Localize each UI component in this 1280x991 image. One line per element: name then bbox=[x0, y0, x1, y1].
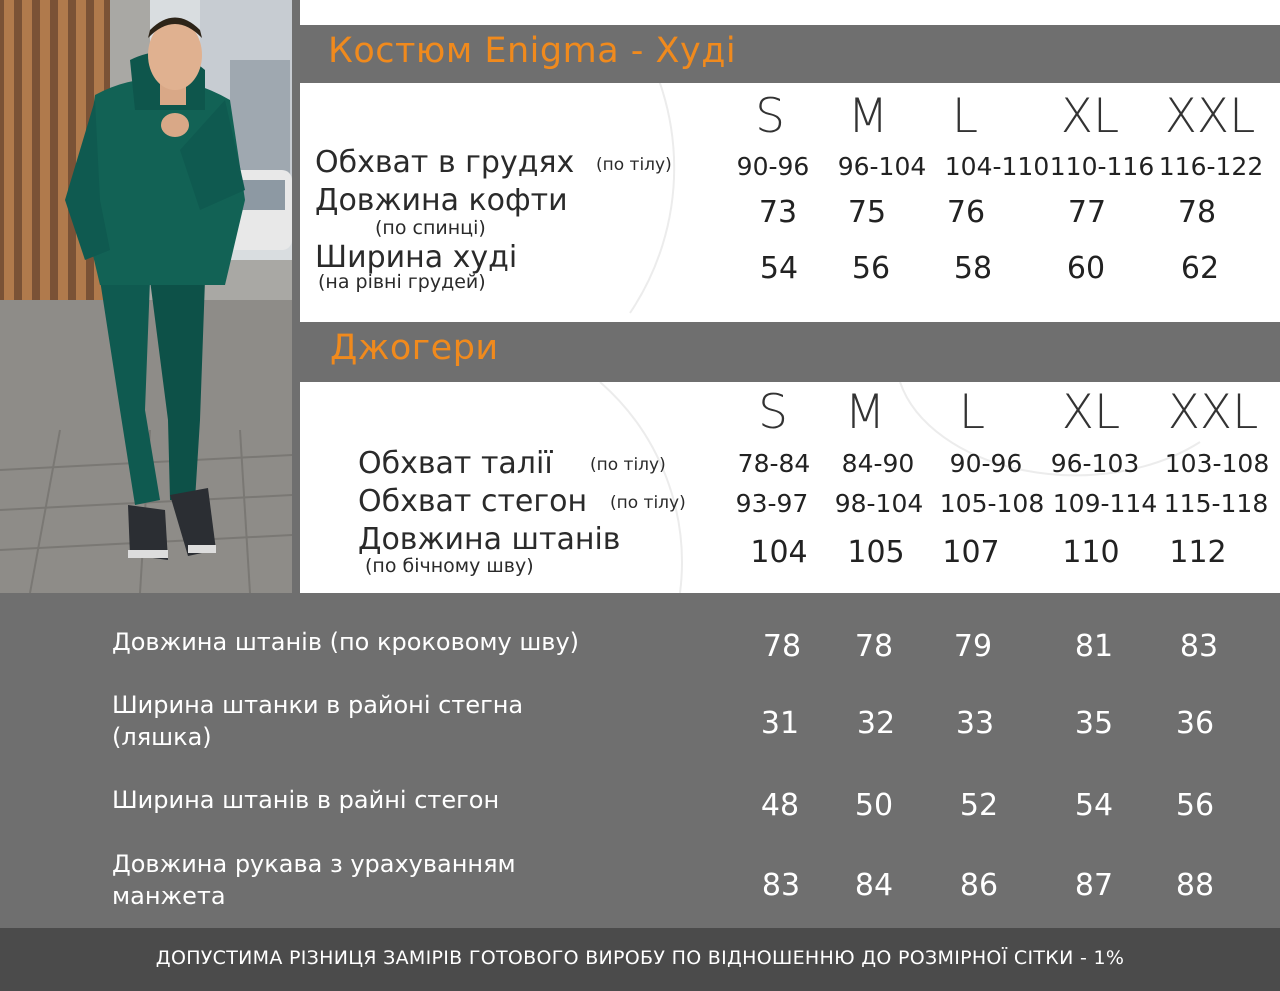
extra-row-3-xl: 54 bbox=[1074, 788, 1114, 823]
joggers-hips-s: 93-97 bbox=[735, 489, 809, 518]
joggers-size-l: L bbox=[958, 385, 986, 440]
joggers-hips-xl: 109-114 bbox=[1052, 489, 1158, 518]
hoodie-size-m: M bbox=[847, 89, 889, 144]
joggers-waist-xxl: 103-108 bbox=[1164, 449, 1270, 478]
extra-row-label-line2: (ляшка) bbox=[112, 723, 212, 751]
hoodie-length-note: (по спинці) bbox=[375, 217, 486, 239]
hoodie-length-l: 76 bbox=[946, 195, 986, 230]
hoodie-chest-note: (по тілу) bbox=[596, 155, 672, 175]
hoodie-width-m: 56 bbox=[851, 251, 891, 286]
hoodie-length-m: 75 bbox=[847, 195, 887, 230]
joggers-waist-l: 90-96 bbox=[949, 449, 1023, 478]
joggers-length-note: (по бічному шву) bbox=[365, 555, 534, 577]
extra-row-4-xl: 87 bbox=[1074, 868, 1114, 903]
joggers-size-s: S bbox=[758, 385, 788, 440]
joggers-waist-s: 78-84 bbox=[737, 449, 811, 478]
joggers-waist-note: (по тілу) bbox=[590, 455, 666, 475]
extra-row-4-s: 83 bbox=[761, 868, 801, 903]
hoodie-chest-l: 104-110 bbox=[944, 152, 1050, 181]
joggers-length-l: 107 bbox=[942, 535, 1000, 570]
joggers-length-s: 104 bbox=[750, 535, 808, 570]
joggers-hips-xxl: 115-118 bbox=[1163, 489, 1269, 518]
tolerance-footer bbox=[0, 928, 1280, 991]
joggers-hips-label: Обхват стегон bbox=[358, 484, 588, 519]
joggers-size-xxl: XXL bbox=[1167, 385, 1259, 440]
extra-row-1-xl: 81 bbox=[1074, 629, 1114, 664]
extra-row-2-xxl: 36 bbox=[1175, 706, 1215, 741]
joggers-length-label: Довжина штанів bbox=[358, 522, 621, 557]
extra-row-label: Довжина рукава з урахуванням bbox=[112, 850, 516, 878]
extra-row-4-xxl: 88 bbox=[1175, 868, 1215, 903]
extra-row-3-l: 52 bbox=[959, 788, 999, 823]
hoodie-width-s: 54 bbox=[759, 251, 799, 286]
joggers-size-table bbox=[300, 382, 1280, 593]
extra-row-3-s: 48 bbox=[760, 788, 800, 823]
joggers-size-m: M bbox=[844, 385, 886, 440]
hoodie-size-table bbox=[300, 83, 1280, 322]
hoodie-length-label: Довжина кофти bbox=[315, 183, 568, 218]
hoodie-chest-label: Обхват в грудях bbox=[315, 145, 575, 180]
extra-row-2-m: 32 bbox=[856, 706, 896, 741]
extra-row-2-l: 33 bbox=[955, 706, 995, 741]
hoodie-chest-xl: 110-116 bbox=[1049, 152, 1155, 181]
extra-row-1-xxl: 83 bbox=[1179, 629, 1219, 664]
extra-row-4-l: 86 bbox=[959, 868, 999, 903]
joggers-size-xl: XL bbox=[1061, 385, 1121, 440]
model-photo bbox=[0, 0, 292, 593]
hoodie-title-bar bbox=[300, 25, 1280, 83]
joggers-length-m: 105 bbox=[847, 535, 905, 570]
hoodie-chest-s: 90-96 bbox=[736, 152, 810, 181]
extra-row-1-s: 78 bbox=[762, 629, 802, 664]
extra-row-label: Ширина штанів в райні стегон bbox=[112, 786, 500, 814]
extra-row-label-line2: манжета bbox=[112, 882, 226, 910]
tolerance-note: ДОПУСТИМА РІЗНИЦЯ ЗАМІРІВ ГОТОВОГО ВИРОБУ ПО ВІДНОШЕННЮ ДО РОЗМІРНОЇ СІТКИ - 1% bbox=[155, 947, 1125, 969]
extra-row-1-m: 78 bbox=[854, 629, 894, 664]
hoodie-size-l: L bbox=[951, 89, 979, 144]
hoodie-width-note: (на рівні грудей) bbox=[318, 271, 486, 293]
top-white-strip bbox=[300, 0, 1280, 25]
extra-row-label: Ширина штанки в районі стегна bbox=[112, 691, 524, 719]
hoodie-size-xxl: XXL bbox=[1164, 89, 1256, 144]
extra-row-label: Довжина штанів (по кроковому шву) bbox=[112, 628, 580, 656]
joggers-title: Джогери bbox=[330, 328, 499, 368]
hoodie-chest-m: 96-104 bbox=[837, 152, 927, 181]
photo-divider bbox=[292, 0, 300, 593]
extra-row-3-m: 50 bbox=[854, 788, 894, 823]
extra-measurements-table bbox=[0, 593, 1280, 928]
hoodie-length-s: 73 bbox=[758, 195, 798, 230]
extra-row-3-xxl: 56 bbox=[1175, 788, 1215, 823]
hoodie-chest-xxl: 116-122 bbox=[1158, 152, 1264, 181]
hoodie-width-label: Ширина худі bbox=[315, 240, 518, 275]
extra-row-4-m: 84 bbox=[854, 868, 894, 903]
hoodie-title: Костюм Enigma - Худі bbox=[328, 31, 737, 71]
hoodie-length-xl: 77 bbox=[1067, 195, 1107, 230]
hoodie-width-l: 58 bbox=[953, 251, 993, 286]
hoodie-width-xxl: 62 bbox=[1180, 251, 1220, 286]
extra-row-2-s: 31 bbox=[760, 706, 800, 741]
joggers-hips-m: 98-104 bbox=[834, 489, 924, 518]
joggers-length-xxl: 112 bbox=[1169, 535, 1227, 570]
joggers-length-xl: 110 bbox=[1062, 535, 1120, 570]
extra-row-2-xl: 35 bbox=[1074, 706, 1114, 741]
joggers-title-bar bbox=[300, 322, 1280, 382]
joggers-hips-l: 105-108 bbox=[939, 489, 1045, 518]
joggers-hips-note: (по тілу) bbox=[610, 493, 686, 513]
extra-row-1-l: 79 bbox=[953, 629, 993, 664]
hoodie-width-xl: 60 bbox=[1066, 251, 1106, 286]
joggers-waist-xl: 96-103 bbox=[1050, 449, 1140, 478]
hoodie-size-s: S bbox=[755, 89, 785, 144]
joggers-waist-m: 84-90 bbox=[841, 449, 915, 478]
hoodie-size-xl: XL bbox=[1060, 89, 1120, 144]
joggers-waist-label: Обхват талії bbox=[358, 446, 553, 481]
hoodie-length-xxl: 78 bbox=[1177, 195, 1217, 230]
